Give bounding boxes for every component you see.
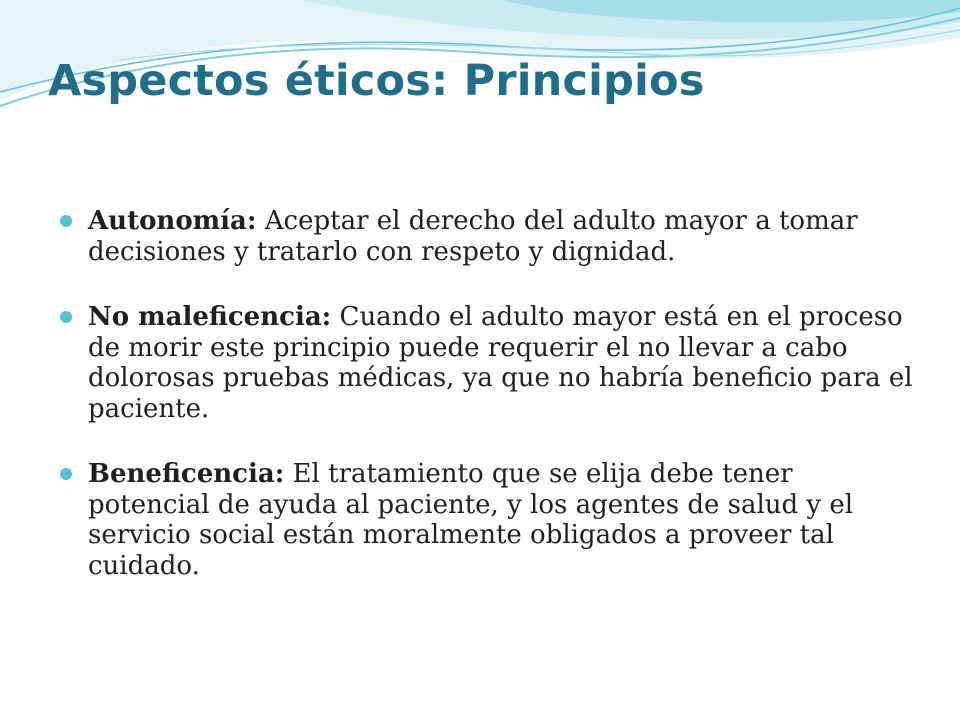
- bullet-autonomia: [88, 206, 918, 267]
- bullet-beneficencia: [88, 459, 918, 581]
- bullet-no-maleficencia: [88, 302, 918, 424]
- bullet-list: [88, 206, 918, 616]
- bullet-dot-icon: [60, 215, 72, 227]
- bullet-dot-icon: [60, 311, 72, 323]
- bullet-text: Aceptar el derecho del adulto mayor a tomar decisiones y tratarlo con respeto y dignidad.: [88, 206, 858, 267]
- bullet-term: Beneficencia:: [88, 459, 285, 489]
- slide-title: Aspectos éticos: Principios: [48, 56, 705, 106]
- bullet-term: Autonomía:: [88, 206, 257, 236]
- bullet-text: Cuando el adulto mayor está en el proceso de morir este principio puede requerir el no llevar a cabo dolorosas pruebas médicas, ya que no habría beneficio para el paciente.: [88, 302, 913, 424]
- bullet-dot-icon: [60, 468, 72, 480]
- bullet-text: El tratamiento que se elija debe tener potencial de ayuda al paciente, y los agentes de salud y el servicio social están moralmente obligados a proveer tal cuidado.: [88, 459, 854, 581]
- bullet-term: No maleficencia:: [88, 302, 332, 332]
